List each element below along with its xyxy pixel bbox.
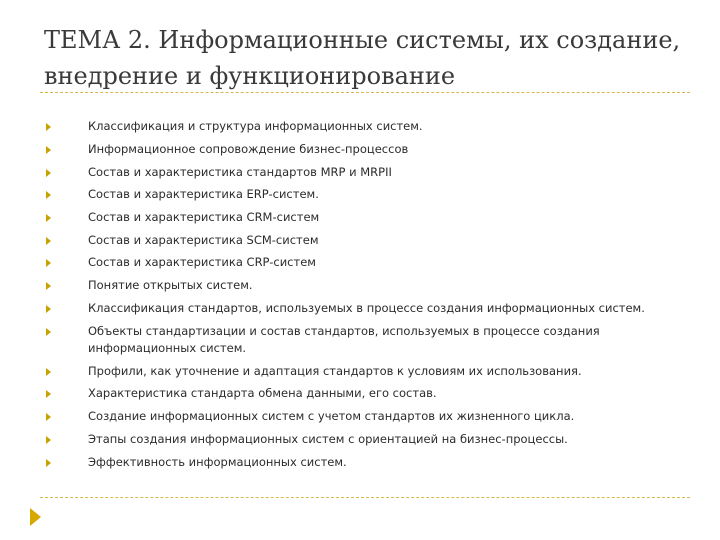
- list-item-text: Эффективность информационных систем.: [88, 455, 347, 469]
- arrow-marker-icon: [30, 508, 41, 526]
- triangle-right-icon: [46, 123, 51, 131]
- triangle-right-icon: [46, 282, 51, 290]
- triangle-right-icon: [46, 259, 51, 267]
- slide-title: ТЕМА 2. Информационные системы, их создание, внедрение и функционирование: [44, 26, 681, 90]
- list-item-text: Состав и характеристика ERP-систем.: [88, 187, 319, 201]
- list-item-text: Состав и характеристика стандартов MRP и MRPII: [88, 165, 392, 179]
- triangle-right-icon: [46, 390, 51, 398]
- triangle-right-icon: [46, 413, 51, 421]
- triangle-right-icon: [46, 169, 51, 177]
- triangle-right-icon: [46, 328, 51, 336]
- list-item-text: Классификация стандартов, используемых в процессе создания информационных систем.: [88, 301, 645, 315]
- list-item-text: Понятие открытых систем.: [88, 278, 253, 292]
- triangle-right-icon: [46, 459, 51, 467]
- list-item-text: Состав и характеристика SCM-систем: [88, 233, 319, 247]
- list-item-text: Объекты стандартизации и состав стандартов, используемых в процессе создания информационных систем.: [88, 324, 600, 355]
- triangle-right-icon: [46, 436, 51, 444]
- list-item-text: Классификация и структура информационных систем.: [88, 119, 423, 133]
- list-item-text: Состав и характеристика CRP-систем: [88, 255, 316, 269]
- triangle-right-icon: [46, 191, 51, 199]
- triangle-right-icon: [46, 368, 51, 376]
- list-item-text: Профили, как уточнение и адаптация стандартов к условиям их использования.: [88, 364, 582, 378]
- list-item-text: Характеристика стандарта обмена данными, его состав.: [88, 386, 437, 400]
- triangle-right-icon: [46, 305, 51, 313]
- list-item-text: Создание информационных систем с учетом стандартов их жизненного цикла.: [88, 409, 575, 423]
- list-item-text: Этапы создания информационных систем с ориентацией на бизнес-процессы.: [88, 432, 568, 446]
- list-item-text: Информационное сопровождение бизнес-процессов: [88, 142, 409, 156]
- list-item-text: Состав и характеристика CRM-систем: [88, 210, 320, 224]
- triangle-right-icon: [46, 214, 51, 222]
- triangle-right-icon: [46, 237, 51, 245]
- triangle-right-icon: [46, 146, 51, 154]
- footer-divider: [40, 497, 690, 498]
